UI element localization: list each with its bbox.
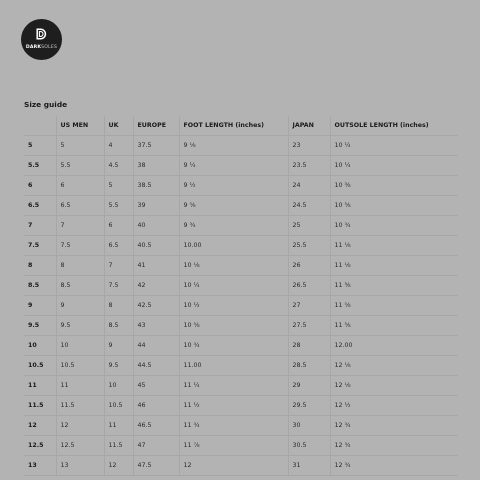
japan-cell: 29	[288, 376, 330, 396]
outsole-length-cell: 11 ⅛	[330, 236, 458, 256]
us-men-cell: 9.5	[56, 316, 104, 336]
europe-cell: 41	[133, 256, 179, 276]
us-men-cell: 10.5	[56, 356, 104, 376]
foot-length-cell: 11.00	[179, 356, 288, 376]
size-cell: 6	[24, 176, 56, 196]
foot-length-cell: 10 ½	[179, 296, 288, 316]
foot-length-cell: 9 ⅛	[179, 136, 288, 156]
outsole-length-column-header: OUTSOLE LENGTH (inches)	[330, 116, 458, 136]
brand-d-icon	[36, 28, 47, 40]
outsole-length-cell: 10 ¼	[330, 156, 458, 176]
europe-cell: 38.5	[133, 176, 179, 196]
outsole-length-cell: 12 ¾	[330, 416, 458, 436]
japan-cell: 29.5	[288, 396, 330, 416]
europe-column-header: EUROPE	[133, 116, 179, 136]
japan-cell: 23	[288, 136, 330, 156]
size-cell: 5.5	[24, 156, 56, 176]
size-cell: 7.5	[24, 236, 56, 256]
outsole-length-cell: 11 ⅝	[330, 316, 458, 336]
table-row	[24, 336, 458, 356]
outsole-length-cell: 11 ⅛	[330, 256, 458, 276]
outsole-length-cell: 12 ⅛	[330, 376, 458, 396]
size-cell: 8	[24, 256, 56, 276]
table-row	[24, 216, 458, 236]
us-men-cell: 10	[56, 336, 104, 356]
uk-cell: 7.5	[104, 276, 133, 296]
table-row	[24, 196, 458, 216]
outsole-length-cell: 11 ⅜	[330, 276, 458, 296]
outsole-length-cell: 10 ⅝	[330, 196, 458, 216]
uk-cell: 8.5	[104, 316, 133, 336]
europe-cell: 42	[133, 276, 179, 296]
us-men-cell: 7	[56, 216, 104, 236]
us-men-cell: 9	[56, 296, 104, 316]
japan-cell: 27	[288, 296, 330, 316]
size-cell: 11	[24, 376, 56, 396]
foot-length-cell: 9 ¼	[179, 156, 288, 176]
foot-length-cell: 9 ¾	[179, 216, 288, 236]
foot-length-cell: 10 ¼	[179, 276, 288, 296]
size-cell: 8.5	[24, 276, 56, 296]
brand-wordmark	[21, 45, 62, 50]
japan-cell: 28	[288, 336, 330, 356]
table-header-row	[24, 116, 458, 136]
foot-length-cell: 11 ¾	[179, 416, 288, 436]
japan-cell: 26.5	[288, 276, 330, 296]
table-row	[24, 376, 458, 396]
japan-column-header: JAPAN	[288, 116, 330, 136]
size-cell: 5	[24, 136, 56, 156]
uk-cell: 10.5	[104, 396, 133, 416]
uk-cell: 11	[104, 416, 133, 436]
foot-length-cell: 12	[179, 456, 288, 476]
uk-cell: 4.5	[104, 156, 133, 176]
table-row	[24, 356, 458, 376]
uk-column-header: UK	[104, 116, 133, 136]
japan-cell: 26	[288, 256, 330, 276]
us-men-cell: 7.5	[56, 236, 104, 256]
europe-cell: 44	[133, 336, 179, 356]
us-men-cell: 8.5	[56, 276, 104, 296]
table-row	[24, 416, 458, 436]
us-men-cell: 11.5	[56, 396, 104, 416]
europe-cell: 38	[133, 156, 179, 176]
europe-cell: 45	[133, 376, 179, 396]
table-row	[24, 436, 458, 456]
outsole-length-cell: 12.00	[330, 336, 458, 356]
table-row	[24, 276, 458, 296]
us-men-column-header: US MEN	[56, 116, 104, 136]
us-men-cell: 12.5	[56, 436, 104, 456]
us-men-cell: 6.5	[56, 196, 104, 216]
europe-cell: 46.5	[133, 416, 179, 436]
us-men-cell: 6	[56, 176, 104, 196]
foot-length-cell: 10 ¾	[179, 336, 288, 356]
japan-cell: 25.5	[288, 236, 330, 256]
table-row	[24, 256, 458, 276]
table-row	[24, 236, 458, 256]
japan-cell: 28.5	[288, 356, 330, 376]
uk-cell: 5.5	[104, 196, 133, 216]
europe-cell: 42.5	[133, 296, 179, 316]
japan-cell: 30	[288, 416, 330, 436]
table-row	[24, 396, 458, 416]
uk-cell: 11.5	[104, 436, 133, 456]
brand-logo	[21, 19, 62, 60]
size-cell: 9	[24, 296, 56, 316]
table-body	[24, 136, 458, 476]
europe-cell: 44.5	[133, 356, 179, 376]
japan-cell: 27.5	[288, 316, 330, 336]
uk-cell: 9.5	[104, 356, 133, 376]
europe-cell: 43	[133, 316, 179, 336]
foot-length-cell: 11 ¼	[179, 376, 288, 396]
europe-cell: 37.5	[133, 136, 179, 156]
outsole-length-cell: 12 ⅛	[330, 356, 458, 376]
outsole-length-cell: 10 ⅜	[330, 176, 458, 196]
brand-wordmark-soles: SOLES	[41, 45, 58, 50]
uk-cell: 4	[104, 136, 133, 156]
size-cell: 10	[24, 336, 56, 356]
uk-cell: 7	[104, 256, 133, 276]
outsole-length-cell: 10 ¼	[330, 136, 458, 156]
us-men-cell: 11	[56, 376, 104, 396]
outsole-length-cell: 12 ½	[330, 396, 458, 416]
europe-cell: 39	[133, 196, 179, 216]
us-men-cell: 13	[56, 456, 104, 476]
europe-cell: 47.5	[133, 456, 179, 476]
uk-cell: 9	[104, 336, 133, 356]
size-cell: 12.5	[24, 436, 56, 456]
size-cell: 10.5	[24, 356, 56, 376]
size-cell: 7	[24, 216, 56, 236]
europe-cell: 40	[133, 216, 179, 236]
foot-length-cell: 10 ⅛	[179, 256, 288, 276]
foot-length-column-header: FOOT LENGTH (inches)	[179, 116, 288, 136]
uk-cell: 8	[104, 296, 133, 316]
foot-length-cell: 9 ⅝	[179, 196, 288, 216]
us-men-cell: 8	[56, 256, 104, 276]
size-cell: 13	[24, 456, 56, 476]
brand-wordmark-dark: DARK	[25, 45, 42, 50]
japan-cell: 31	[288, 456, 330, 476]
table-row	[24, 316, 458, 336]
table-row	[24, 176, 458, 196]
foot-length-cell: 10.00	[179, 236, 288, 256]
japan-cell: 24	[288, 176, 330, 196]
outsole-length-cell: 10 ¾	[330, 216, 458, 236]
size-cell: 11.5	[24, 396, 56, 416]
table-row	[24, 156, 458, 176]
uk-cell: 10	[104, 376, 133, 396]
foot-length-cell: 9 ½	[179, 176, 288, 196]
japan-cell: 30.5	[288, 436, 330, 456]
table-row	[24, 296, 458, 316]
uk-cell: 5	[104, 176, 133, 196]
outsole-length-cell: 12 ¾	[330, 436, 458, 456]
uk-cell: 6	[104, 216, 133, 236]
europe-cell: 46	[133, 396, 179, 416]
foot-length-cell: 10 ⅝	[179, 316, 288, 336]
europe-cell: 40.5	[133, 236, 179, 256]
europe-cell: 47	[133, 436, 179, 456]
table-row	[24, 456, 458, 476]
foot-length-cell: 11 ⅞	[179, 436, 288, 456]
uk-cell: 6.5	[104, 236, 133, 256]
outsole-length-cell: 12 ¾	[330, 456, 458, 476]
size-cell: 9.5	[24, 316, 56, 336]
table-row	[24, 136, 458, 156]
us-men-cell: 5	[56, 136, 104, 156]
foot-length-cell: 11 ½	[179, 396, 288, 416]
us-men-cell: 5.5	[56, 156, 104, 176]
us-men-cell: 12	[56, 416, 104, 436]
uk-cell: 12	[104, 456, 133, 476]
size-column-header	[24, 116, 56, 136]
japan-cell: 24.5	[288, 196, 330, 216]
japan-cell: 23.5	[288, 156, 330, 176]
size-cell: 6.5	[24, 196, 56, 216]
size-cell: 12	[24, 416, 56, 436]
size-chart-table	[24, 116, 458, 476]
page-title: Size guide	[24, 100, 68, 109]
outsole-length-cell: 11 ⅝	[330, 296, 458, 316]
japan-cell: 25	[288, 216, 330, 236]
